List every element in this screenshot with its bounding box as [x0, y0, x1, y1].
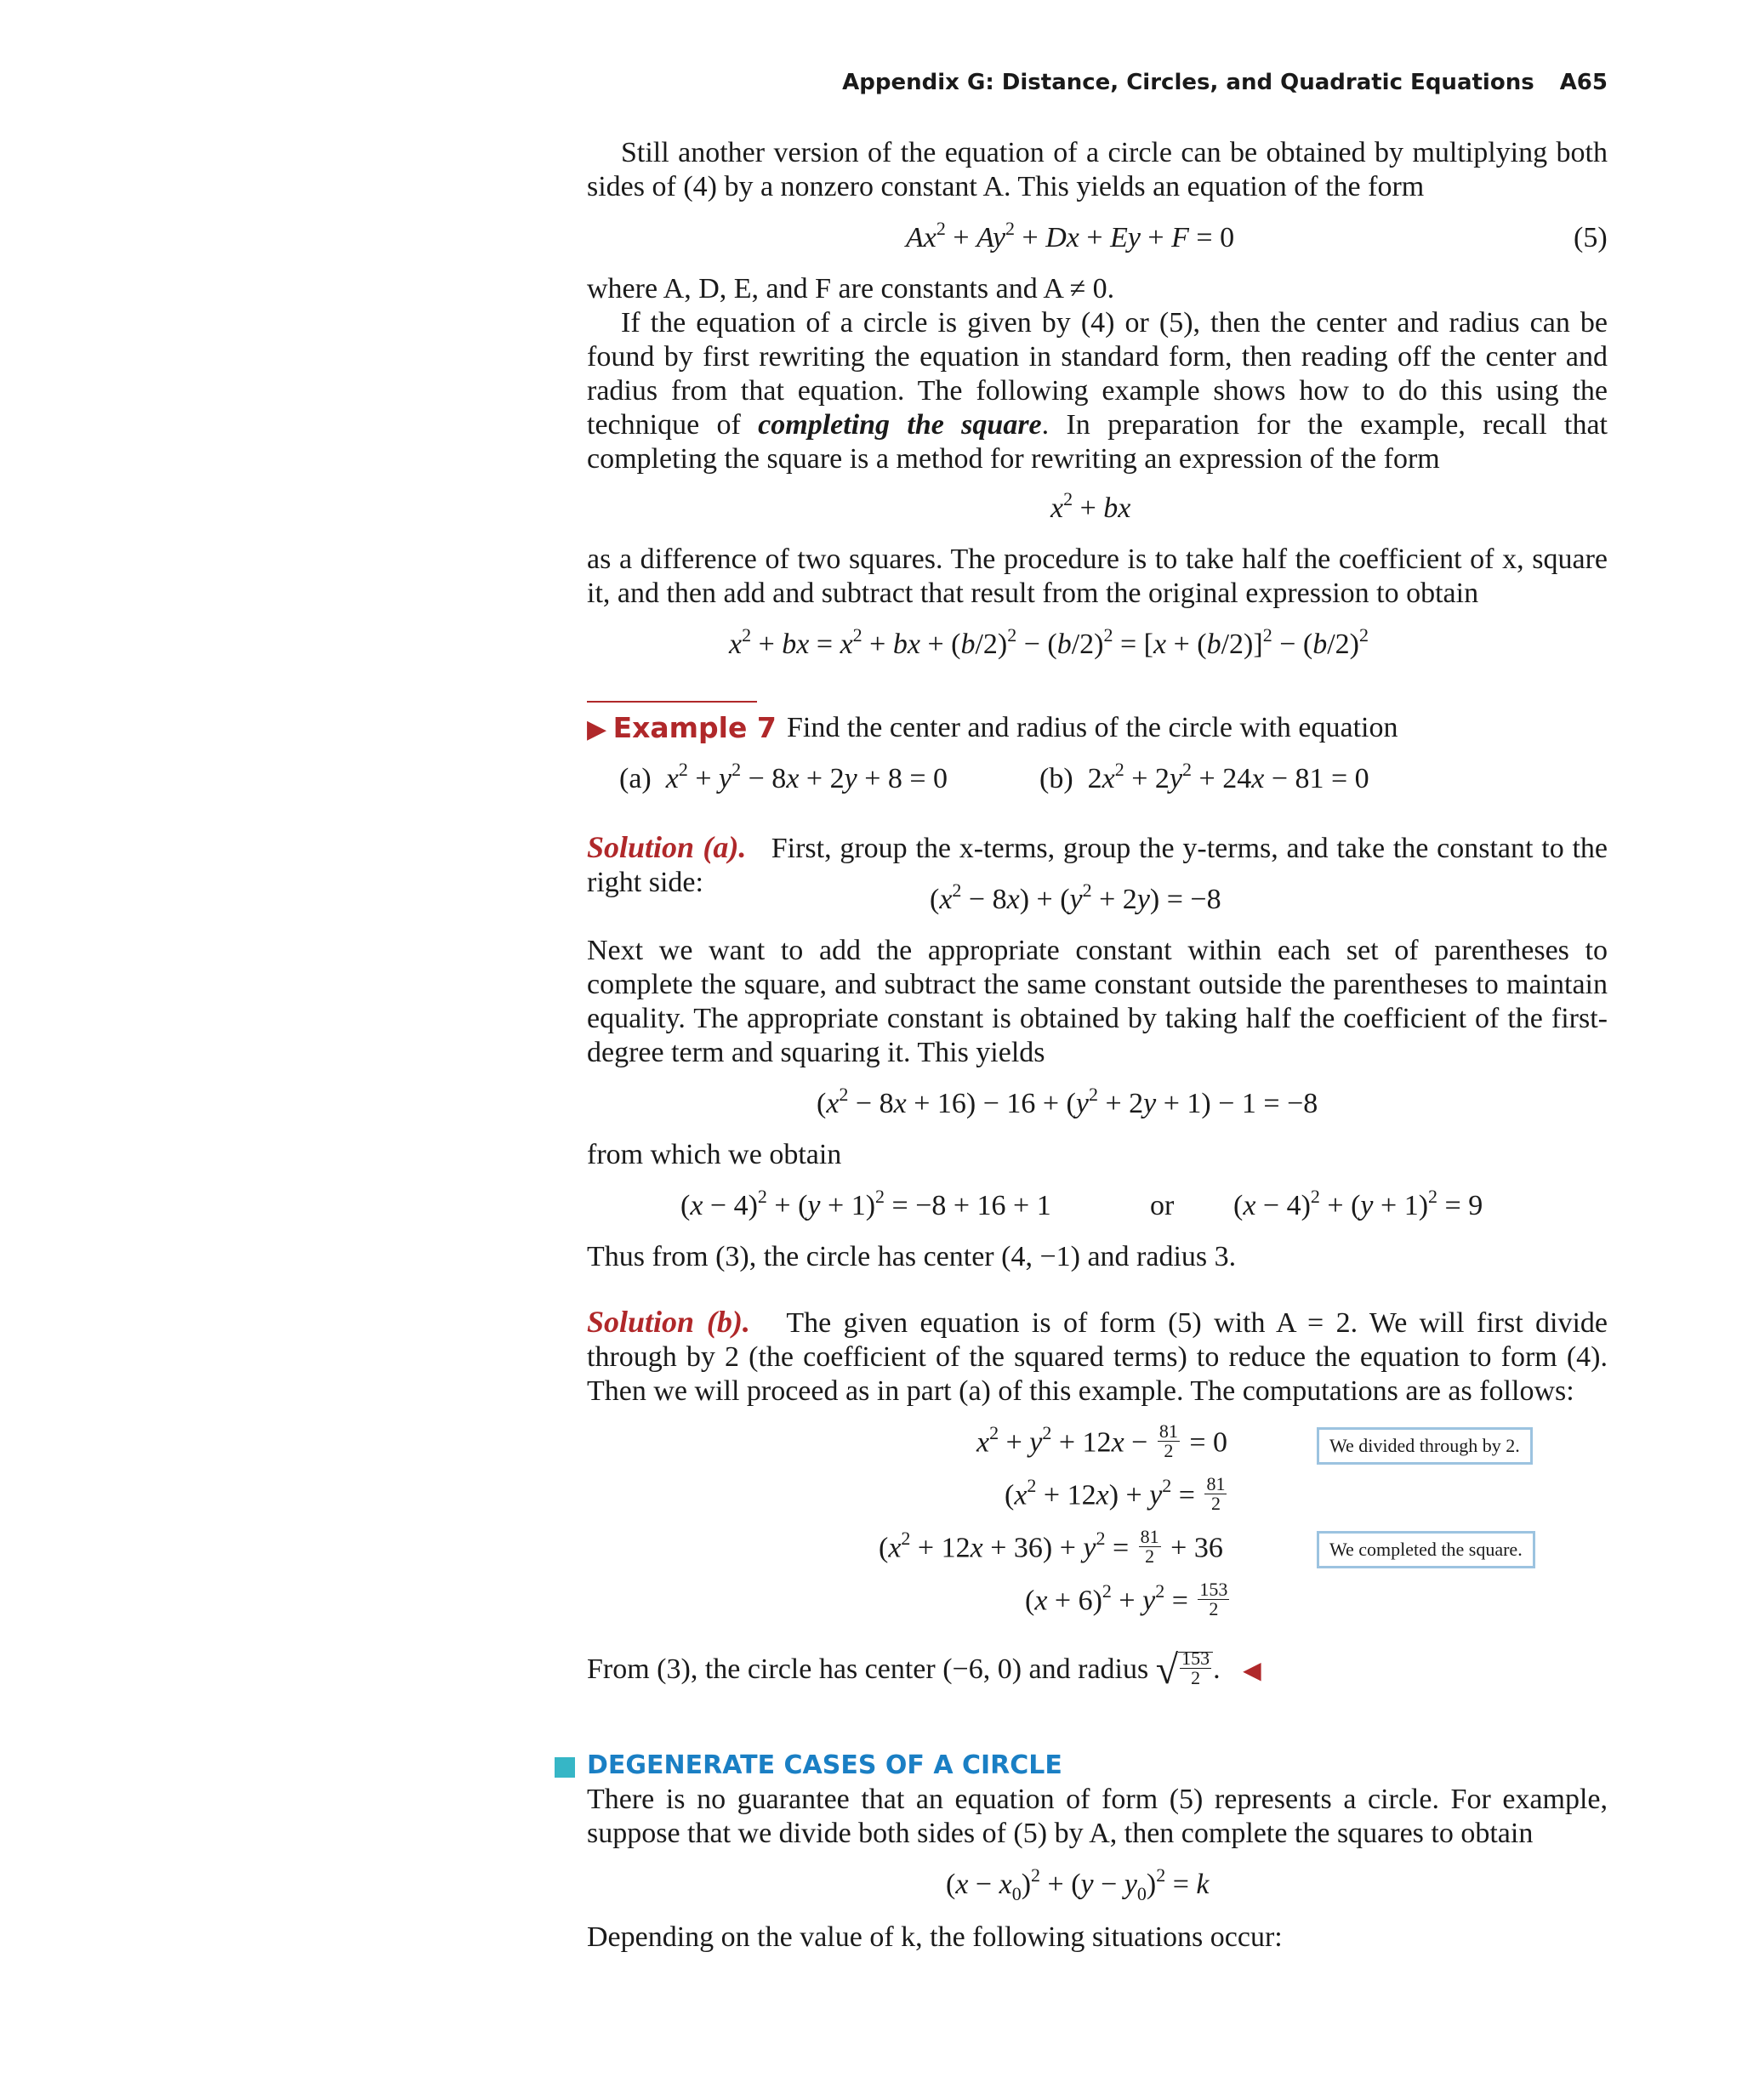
intro-paragraph-3: [587, 306, 1608, 476]
expression-x2-bx: $x^2$ + bx: [1050, 488, 1131, 524]
solution-b-conclusion: [587, 1648, 1261, 1691]
example-part-a: (a) $x^2 + y^2 - 8x + 2y + 8 = 0$: [619, 759, 948, 794]
intro-paragraph-1: Still another version of the equation of a circle can be obtained by multiplying both sides of (4) by a nonzero constant A. This yields an equation of the form: [587, 137, 1608, 202]
intro-paragraph-2: where A, D, E, and F are constants and A ≠ 0.: [587, 273, 1115, 304]
solution-a-paragraph-2: Next we want to add the appropriate constant within each set of parentheses to complete the square, and subtract the same constant outside the parentheses to maintain equality. The appropriate constant is obtained by taking half the coefficient of the first-degree term and squaring it. This yields: [587, 935, 1608, 1068]
completed-equation: $(x^2 - 8x + 16) - 16 + (y^2 + 2y + 1) - 1 = -8$: [817, 1084, 1318, 1119]
equation-5: $Ax^2 + Ay^2 + Dx + Ey + F = 0$: [906, 218, 1235, 253]
completing-square-identity: $x^2$ + bx = $x^2$ + bx + $(b/2)^2 - (b/2)^2 = [x + (b/2)]^2 - (b/2)^2$: [729, 624, 1369, 660]
solution-a-conclusion: Thus from (3), the circle has center (4, −1) and radius 3.: [587, 1241, 1237, 1272]
section-paragraph-2: Depending on the value of k, the following situations occur:: [587, 1921, 1283, 1953]
standard-form-right: $(x - 4)^2 + (y + 1)^2 = 9$: [1233, 1186, 1483, 1221]
radius-sqrt: √ $\frac{153}{2}$ .: [1155, 1647, 1221, 1693]
standard-form-left: $(x - 4)^2 + (y + 1)^2 = -8 + 16 + 1$: [680, 1186, 1051, 1221]
example-part-b: (b) $2x^2 + 2y^2 + 24x - 81 = 0$: [1039, 759, 1369, 794]
example-arrow-icon: ▶: [587, 715, 607, 743]
part-a-label: (a): [619, 763, 652, 794]
or-word: or: [1150, 1190, 1175, 1221]
step-1-equation: $x^2 + y^2 + 12x$ − $\frac{81}{2}$ = 0: [976, 1420, 1228, 1461]
step-4-equation: $(x + 6)^2 + y^2$ = $\frac{153}{2}$: [1025, 1579, 1228, 1619]
solution-a-text: First, group the x-terms, group the y-terms, and take the constant to the right side:: [587, 833, 1608, 898]
equation-5-label: (5): [1574, 222, 1608, 253]
end-marker-icon: ◀: [1243, 1658, 1261, 1684]
solution-b-label: Solution (b).: [587, 1305, 750, 1339]
header-title: Appendix G: Distance, Circles, and Quadratic Equations: [842, 70, 1534, 95]
completing-square-term: completing the square: [758, 409, 1042, 441]
grouped-equation: $(x^2 - 8x) + (y^2 + 2y) = -8$: [930, 879, 1221, 915]
intro-p3-end: . In preparation for the example, recall that completing the square is a method for rewriting an expression of the form: [587, 409, 1608, 475]
section-paragraph-1: There is no guarantee that an equation of form (5) represents a circle. For example, suppose that we divide both sides of (5) by A, then complete the squares to obtain: [587, 1784, 1608, 1849]
solution-b-text: The given equation is of form (5) with A = 2. We will first divide through by 2 (the coefficient of the squared terms) to reduce the equation to form (4). Then we will proceed as in part (a) of this example. The computations are as follows:: [587, 1307, 1608, 1407]
degenerate-equation: $(x - x_0)^2 + (y - y_0)^2 = k$: [946, 1864, 1210, 1904]
page-header: [842, 70, 1608, 95]
example-label: Example 7: [612, 711, 777, 744]
solution-a-paragraph-3: from which we obtain: [587, 1139, 842, 1170]
section-square-icon: [555, 1757, 575, 1778]
intro-p3-start: If the equation of a circle is given by (4) or (5), then the center and radius can be found by first rewriting the equation in standard form, then reading off the center and radius from that equation. The following example shows how to do this using the technique of: [587, 307, 1608, 441]
part-b-label: (b): [1039, 763, 1073, 794]
page-number: A65: [1559, 70, 1608, 95]
note-completed: We completed the square.: [1317, 1531, 1535, 1568]
conclusion-text: From (3), the circle has center (−6, 0) and radius: [587, 1653, 1149, 1685]
solution-b-paragraph: [587, 1305, 1608, 1409]
solution-a-label: Solution (a).: [587, 830, 747, 864]
example-rule: [587, 701, 757, 703]
example-text: Find the center and radius of the circle with equation: [787, 712, 1398, 743]
step-3-equation: $(x^2 + 12x + 36) + y^2$ = $\frac{81}{2}$ + 36: [879, 1526, 1223, 1567]
note-divided: We divided through by 2.: [1317, 1427, 1533, 1465]
intro-paragraph-4: as a difference of two squares. The procedure is to take half the coefficient of x, square it, and then add and subtract that result from the original expression to obtain: [587, 543, 1608, 609]
example-header: [587, 711, 777, 747]
step-2-equation: $(x^2 + 12x) + y^2$ = $\frac{81}{2}$: [1005, 1473, 1226, 1514]
section-title: DEGENERATE CASES OF A CIRCLE: [587, 1750, 1062, 1780]
